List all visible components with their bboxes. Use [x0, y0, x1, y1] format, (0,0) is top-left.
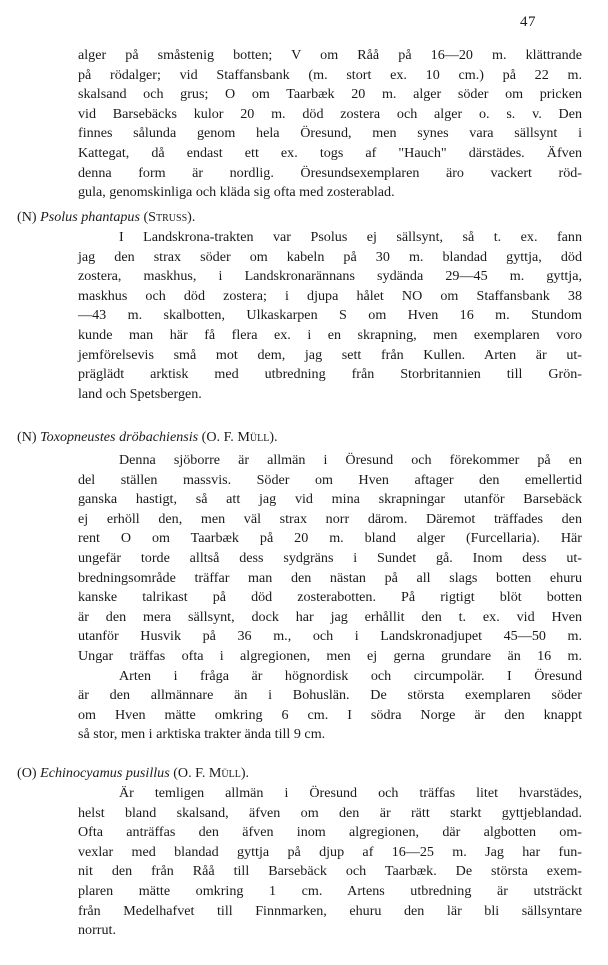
text-line: vexlar med blandad gyttja på djup af 16—25 m. Jag har fun-: [78, 843, 582, 860]
text-line: skalsand och grus; O om Taarbæk 20 m. alger söder om pricken: [78, 86, 582, 103]
text-line: är den mera sällsynt, dock har jag erhållit den t. ex. vid Hven: [78, 608, 582, 625]
text-line: är den allmännare än i Bohuslän. De största exemplaren söder: [78, 687, 582, 704]
text-line: helst bland skalsand, äfven om den är rätt starkt gyttjeblandad.: [78, 804, 582, 821]
region-marker: (N): [17, 429, 37, 445]
text-line: Kattegat, då endast ett ex. togs af "Hauch" därstädes. Äfven: [78, 144, 582, 161]
text-line: land och Spetsbergen.: [78, 385, 202, 402]
text-line: om Hven mätte omkring 6 cm. I södra Norge är den knappt: [78, 706, 582, 723]
region-marker: (O): [17, 765, 37, 781]
text-line: ej erhöll den, men väl strax norr därom. Däremot träffades den: [78, 510, 582, 527]
taxon-author: (O. F. Müll).: [173, 765, 250, 781]
text-line: finnes sålunda genom hela Öresund, men synes vara sällsynt i: [78, 125, 582, 142]
text-line: nit den från Råå till Barsebäck och Taarbæk. De största exem-: [78, 863, 582, 880]
text-line: Denna sjöborre är allmän i Öresund och förekommer på en: [119, 452, 582, 468]
continuation-paragraph: [78, 46, 582, 203]
text-line: bredningsområde träffar man den nästan på all slags botten ehuru: [78, 569, 582, 586]
text-line: rent O om Taarbæk på 20 m. bland alger (Furcellaria). Här: [78, 530, 582, 547]
text-line: jag den strax söder om kabeln på 30 m. blandad gyttja, död: [78, 248, 582, 265]
text-line: på rödalger; vid Staffansbank (m. stort ex. 10 cm.) på 22 m.: [78, 66, 582, 83]
text-line: utanför Husvik på 36 m., och i Landskronadjupet 45—50 m.: [78, 628, 582, 645]
text-line: del ställen massvis. Söder om Hven aftager den emellertid: [78, 471, 582, 488]
text-line: I Landskrona-trakten var Psolus ej sällsynt, så t. ex. fann: [119, 229, 582, 245]
page-number: 47: [520, 14, 536, 30]
taxon-author: (Struss).: [143, 209, 196, 225]
text-line: —43 m. skalbotten, Ulkaskarpen S om Hven 16 m. Stundom: [78, 307, 582, 324]
text-line: maskhus och död zostera; i djupa hålet NO om Staffansbank 38: [78, 287, 582, 304]
text-line: denna form är nordlig. Öresundsexemplaren äro vackert röd-: [78, 164, 582, 181]
region-marker: (N): [17, 209, 37, 225]
text-line: kunde man här få flera ex. i en skrapning, men exemplaren voro: [78, 326, 582, 343]
species-heading-echinocyamus: [17, 764, 249, 784]
text-line: Ungar träffas ofta i algregionen, men ej gerna grundare än 16 m.: [78, 647, 582, 664]
text-line: jemförelsevis små mot dem, jag sett från Kullen. Arten är ut-: [78, 346, 582, 363]
text-line: så stor, men i arktiska trakter ända till 9 cm.: [78, 726, 326, 743]
text-line: ungefär torde alltså dess sydgräns i Sundet gå. Inom dess ut-: [78, 549, 582, 566]
species-heading-toxopneustes: [17, 428, 278, 448]
text-line: norrut.: [78, 922, 116, 939]
text-line: från Medelhafvet till Finnmarken, ehuru den lär bli sällsyntare: [78, 902, 582, 919]
taxon-name: Echinocyamus pusillus: [40, 765, 170, 781]
text-line: gula, genomskinliga och kläda sig ofta med zosterablad.: [78, 184, 395, 201]
taxon-name: Psolus phantapus: [40, 209, 140, 225]
text-line: vid Barsebäcks kulor 20 m. död zostera och alger o. s. v. Den: [78, 105, 582, 122]
species-heading-psolus: [17, 208, 195, 228]
text-line: ganska hastigt, så att jag vid mina skrapningar utanför Barsebäck: [78, 491, 582, 508]
text-line: Är temligen allmän i Öresund och träffas litet hvarstädes,: [119, 785, 582, 801]
text-line: zostera, maskhus, i Landskronarännans sydända 29—45 m. gyttja,: [78, 268, 582, 285]
text-line: plaren mätte omkring 1 cm. Artens utbredning är utsträckt: [78, 882, 582, 899]
species-paragraph-toxopneustes: [78, 451, 582, 745]
text-line: alger på småstenig botten; V om Råå på 16—20 m. klättrande: [78, 47, 582, 63]
text-line: kanske talrikast på död zosterabotten. På rigtigt blöt botten: [78, 589, 582, 606]
text-line: Arten i fråga är högnordisk och circumpolär. I Öresund: [119, 667, 582, 684]
taxon-author: (O. F. Müll).: [201, 429, 278, 445]
species-paragraph-echinocyamus: [78, 784, 582, 941]
text-line: präglädt arktisk med utbredning från Storbritannien till Grön-: [78, 366, 582, 383]
text-line: Ofta anträffas den äfven inom algregionen, där algbotten om-: [78, 824, 582, 841]
taxon-name: Toxopneustes dröbachiensis: [40, 429, 199, 445]
species-paragraph-psolus: [78, 228, 582, 404]
